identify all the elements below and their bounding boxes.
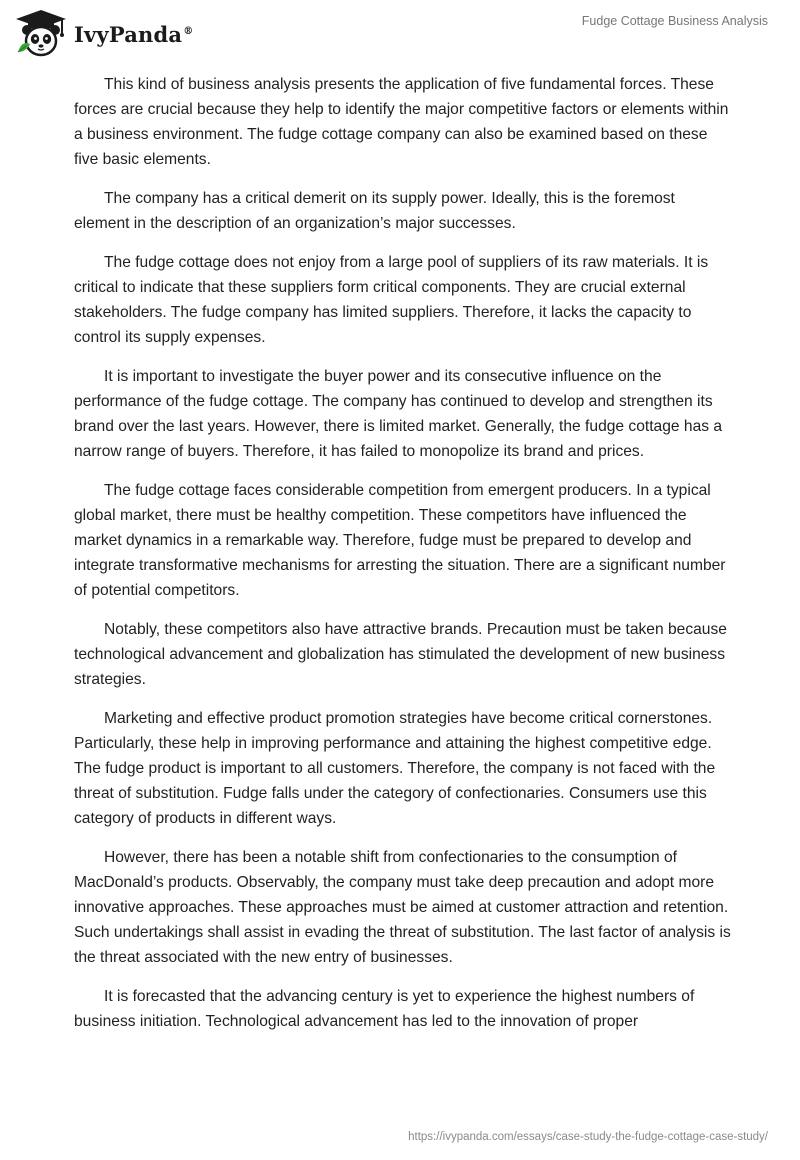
paragraph-1: This kind of business analysis presents the application of five fundamental forces. These forces are crucial because they help to identify the major competitive factors or elements within a business environment. The fudge cottage company can also be examined based on these five basic elements. — [74, 76, 729, 168]
paragraph-3: The fudge cottage does not enjoy from a large pool of suppliers of its raw materials. It is critical to indicate that these suppliers form critical components. They are crucial external stakeholders. The fudge company has limited suppliers. Therefore, it lacks the capacity to control its supply expenses. — [74, 254, 709, 346]
paragraph-5: The fudge cottage faces considerable competition from emergent producers. In a typical global market, there must be healthy competition. These competitors have influenced the market dynamics in a remarkable way. Therefore, fudge must be prepared to develop and integrate transformative mechanisms for arresting the situation. There are a significant number of potential competitors. — [74, 482, 726, 599]
paragraph-6: Notably, these competitors also have attractive brands. Precaution must be taken because technological advancement and globalization has stimulated the development of new business strategies. — [74, 621, 727, 688]
essay-body — [74, 72, 734, 1048]
panda-graduation-cap-logo-icon — [14, 8, 68, 58]
source-url[interactable]: https://ivypanda.com/essays/case-study-the-fudge-cottage-case-study/ — [408, 1131, 768, 1143]
paragraph-4: It is important to investigate the buyer power and its consecutive influence on the performance of the fudge cottage. The company has continued to develop and strengthen its brand over the last years. However, there is limited market. Generally, the fudge cottage has a narrow range of buyers. Therefore, it has failed to monopolize its brand and prices. — [74, 368, 723, 460]
registered-mark: ® — [183, 25, 194, 37]
page-header — [0, 0, 800, 64]
paragraph-7: Marketing and effective product promotion strategies have become critical cornerstones. Particularly, these help in improving performance and attaining the highest competitive edge. The fudge product is important to all customers. Therefore, the company is not faced with the threat of substitution. Fudge falls under the category of confectionaries. Consumers use this category of products in different ways. — [74, 710, 716, 827]
document-title: Fudge Cottage Business Analysis — [581, 14, 768, 28]
brand-name: IvyPanda® — [74, 21, 194, 47]
paragraph-9: It is forecasted that the advancing century is yet to experience the highest numbers of business initiation. Technological advancement has led to the innovation of proper — [74, 988, 695, 1030]
brand-logo[interactable] — [14, 8, 193, 58]
paragraph-2: The company has a critical demerit on its supply power. Ideally, this is the foremost element in the description of an organization’s major successes. — [74, 190, 675, 232]
paragraph-8: However, there has been a notable shift from confectionaries to the consumption of MacDonald’s products. Observably, the company must take deep precaution and adopt more innovative approaches. These approaches must be aimed at customer attraction and retention. Such undertakings shall assist in evading the threat of substitution. The last factor of analysis is the threat associated with the new entry of businesses. — [74, 849, 731, 966]
